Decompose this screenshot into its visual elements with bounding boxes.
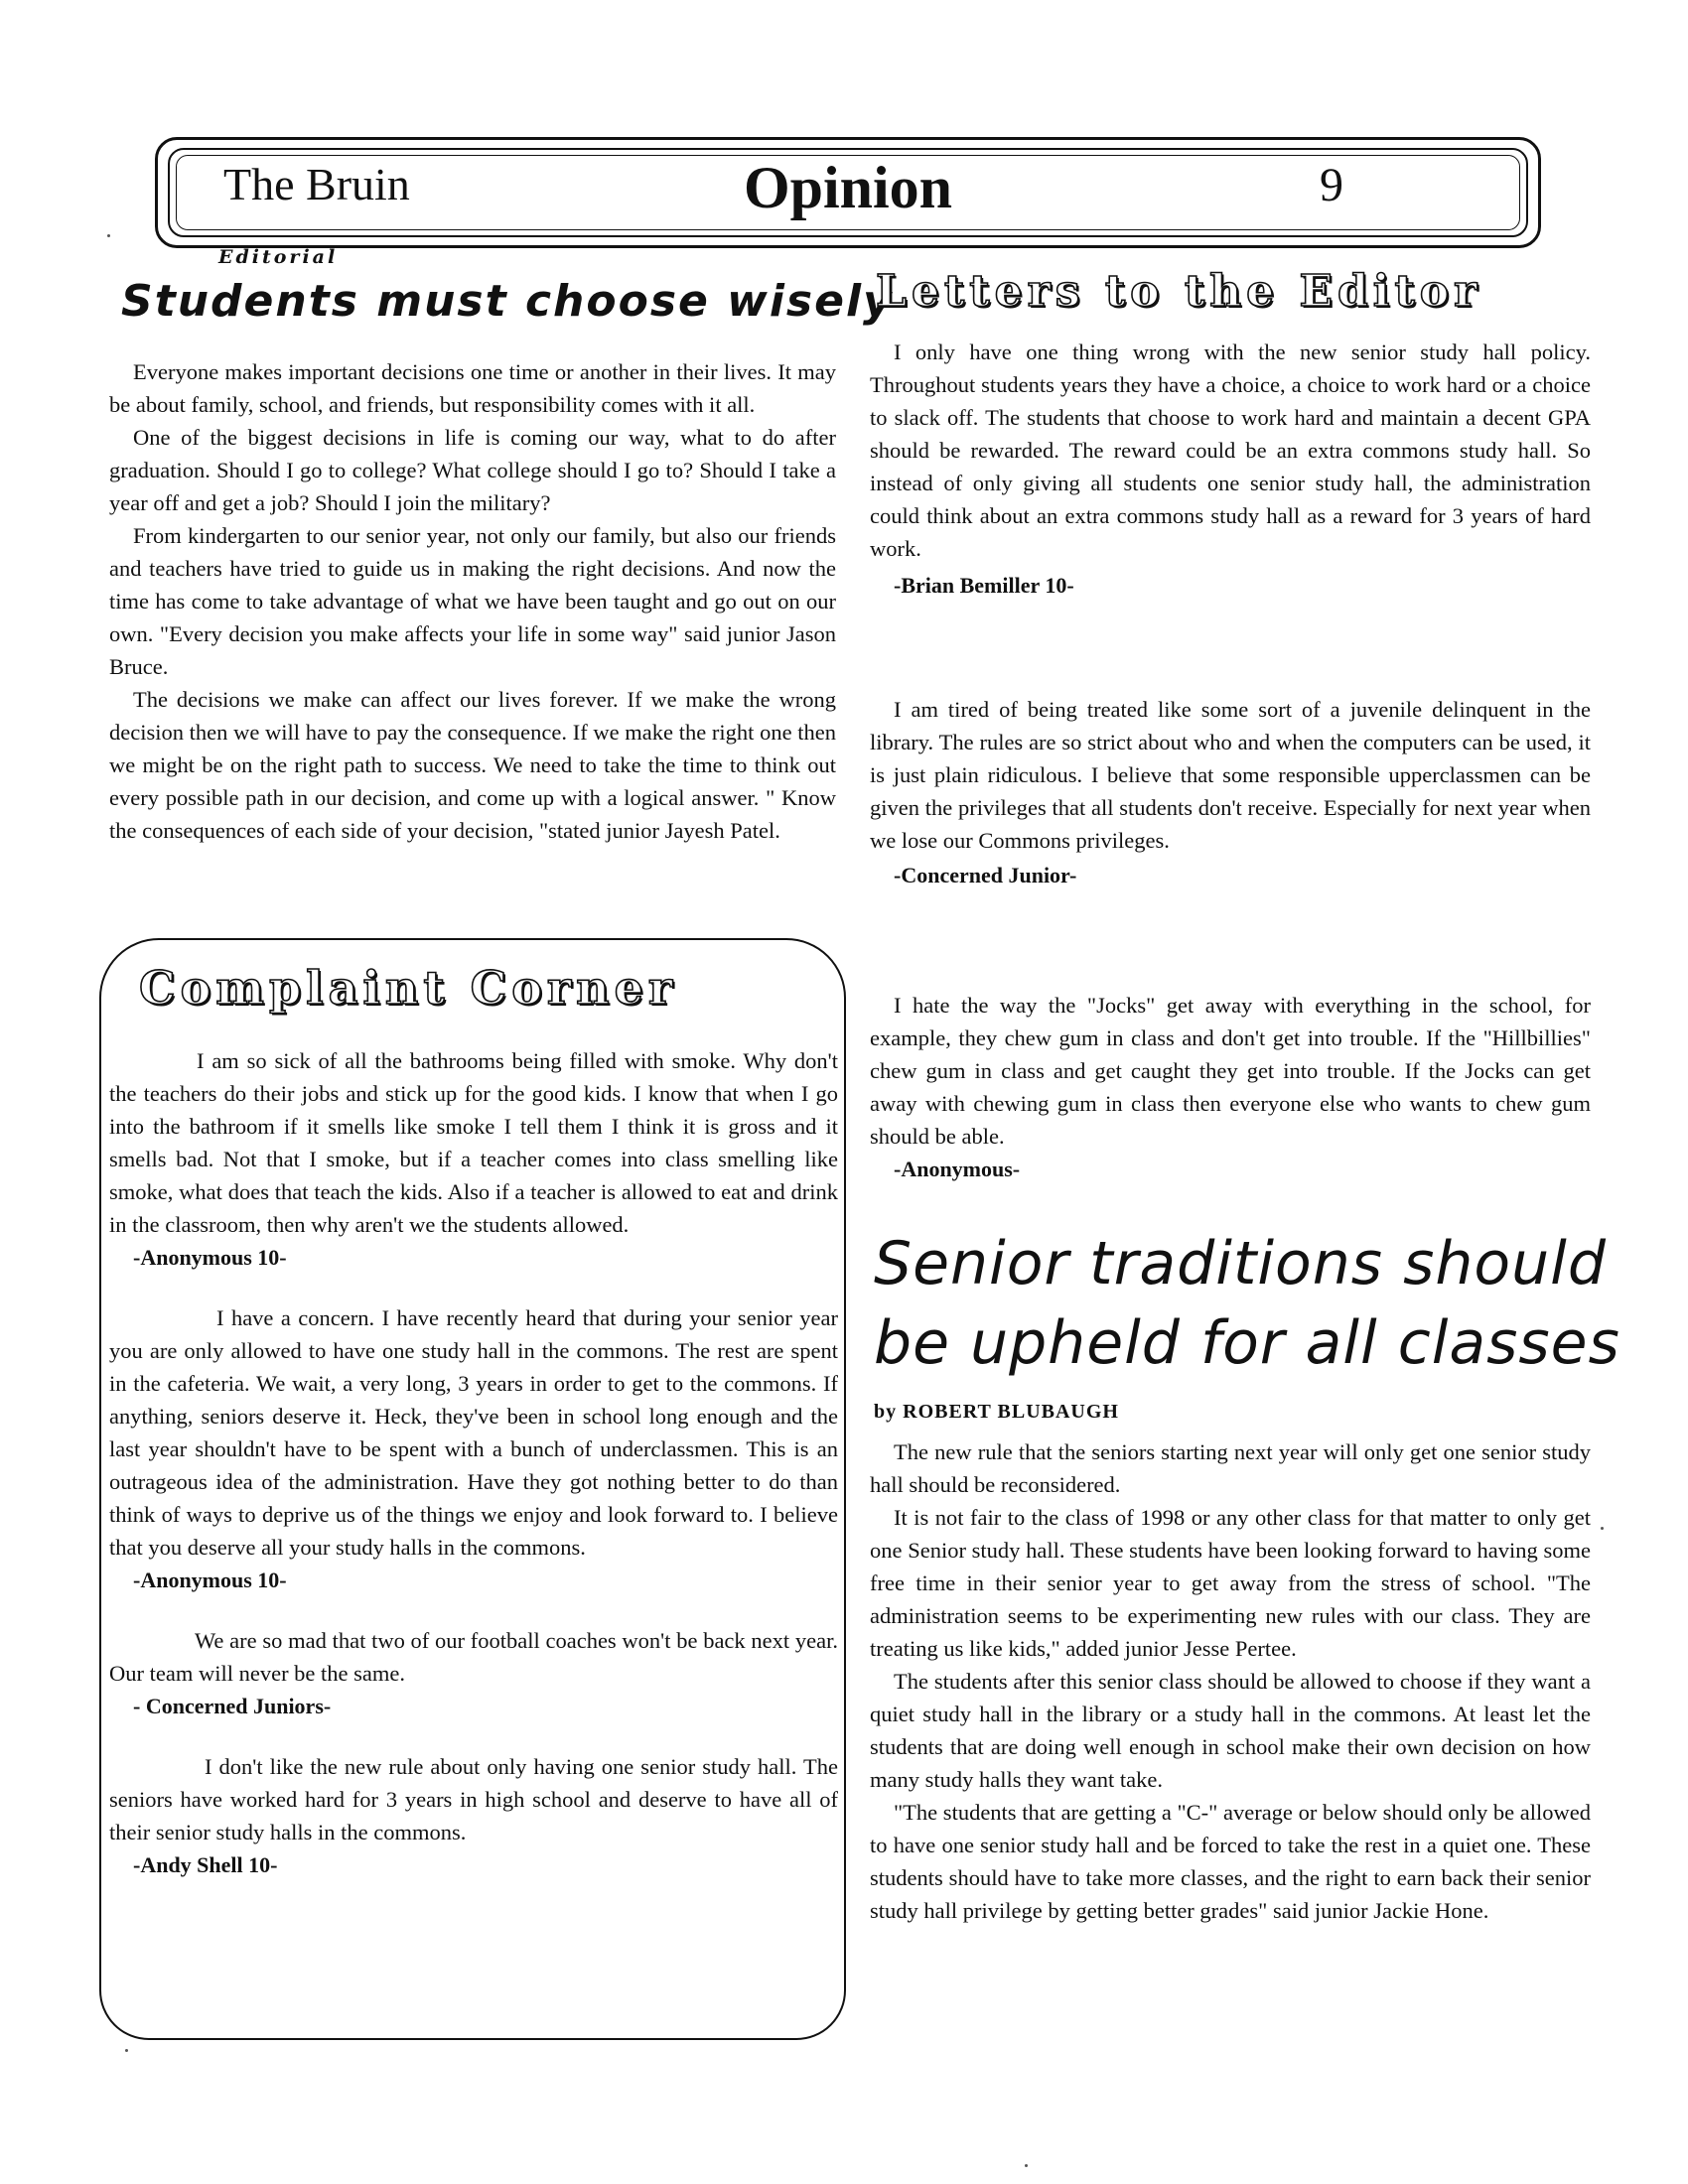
scan-speck [107, 234, 110, 237]
senior-traditions-headline-line1: Senior traditions should [874, 1229, 1607, 1298]
complaint-corner-headline: Complaint Corner [139, 961, 678, 1015]
editorial-kicker: Editorial [218, 246, 339, 268]
scan-speck [125, 2049, 128, 2052]
scan-speck [1025, 2164, 1028, 2167]
letter-3 [870, 989, 1591, 1185]
article-paragraph: The new rule that the seniors starting next year will only get one senior study hall should be reconsidered. [870, 1439, 1591, 1497]
editorial-paragraph: The decisions we make can affect our lives forever. If we make the wrong decision then we will have to pay the consequence. If we make the right one then we might be on the right path to success. We need to take the time to think out every possible path in our decision, and come up with a logical answer. " Know the consequences of each side of your decision, "stated junior Jayesh Patel. [109, 687, 836, 843]
complaint-signature: -Anonymous 10- [133, 1245, 287, 1270]
page-number: 9 [1320, 159, 1343, 211]
editorial-paragraph: From kindergarten to our senior year, not only our family, but also our friends and teachers have tried to guide us in making the right decisions. And now the time has come to take advantage of what we have been taught and go out on our own. "Every decision you make affects your life in some way" said junior Jason Bruce. [109, 523, 836, 679]
letter-text: I only have one thing wrong with the new senior study hall policy. Throughout students years they have a choice, a choice to work hard or a choice to slack off. The students that choose to work hard and maintain a decent GPA should be rewarded. The reward could be an extra commons study hall. So instead of only giving all students one senior study hall, the administration could think about an extra commons study hall as a reward for 3 years of hard work. [870, 340, 1591, 561]
letter-signature: -Brian Bemiller 10- [894, 573, 1074, 598]
editorial-paragraph: One of the biggest decisions in life is coming our way, what to do after graduation. Should I go to college? What college should I go to? Should I take a year off and get a job? Should I join the military? [109, 425, 836, 515]
complaint-text: I don't like the new rule about only having one senior study hall. The seniors have worked hard for 3 years in high school and deserve to have all of their senior study halls in the commons. [109, 1754, 838, 1844]
letter-signature: -Concerned Junior- [894, 863, 1077, 887]
editorial-body [109, 355, 836, 847]
editorial-headline: Students must choose wisely [121, 276, 894, 327]
scan-speck [1601, 1527, 1604, 1530]
senior-traditions-body [870, 1435, 1591, 1927]
letters-headline: Letters to the Editor [876, 266, 1482, 317]
complaint-text: We are so mad that two of our football coaches won't be back next year. Our team will never be the same. [109, 1628, 838, 1686]
section-title: Opinion [743, 155, 953, 220]
letter-text: I am tired of being treated like some sort of a juvenile delinquent in the library. The rules are so strict about who and when the computers can be used, it is just plain ridiculous. I believe that some responsible upperclassmen can be given the privileges that all students don't receive. Especially for next year when we lose our Commons privileges. [870, 697, 1591, 853]
letter-signature: -Anonymous- [894, 1157, 1021, 1181]
senior-traditions-headline-line2: be upheld for all classes [874, 1308, 1620, 1378]
letter-2 [870, 693, 1591, 891]
article-paragraph: "The students that are getting a "C-" average or below should only be allowed to have one senior study hall and be forced to take the rest in a quiet one. These students should have to take more classes, and the right to earn back their senior study hall privilege by getting better grades" said junior Jackie Hone. [870, 1800, 1591, 1923]
complaint-signature: - Concerned Juniors- [133, 1694, 332, 1718]
paper-name: The Bruin [223, 159, 410, 209]
complaint-signature: -Andy Shell 10- [133, 1852, 278, 1877]
complaint-text: I am so sick of all the bathrooms being filled with smoke. Why don't the teachers do their jobs and stick up for the good kids. I know that when I go into the bathroom if it smells like smoke I tell them I think it is gross and it smells bad. Not that I smoke, but if a teacher comes into class smelling like smoke, what does that teach the kids. Also if a teacher is allowed to eat and drink in the classroom, then why aren't we the students allowed. [109, 1048, 838, 1237]
complaint-signature: -Anonymous 10- [133, 1568, 287, 1592]
page-header-banner [155, 137, 1541, 248]
article-paragraph: The students after this senior class should be allowed to choose if they want a quiet study hall in the library or a study hall in the commons. At least let the students that are doing well enough in school make their own decision on how many study halls they want take. [870, 1669, 1591, 1792]
letter-1 [870, 336, 1591, 602]
article-paragraph: It is not fair to the class of 1998 or any other class for that matter to only get one Senior study hall. These students have been looking forward to having some free time in their senior year to get away from the stress of school. "The administration seems to be experimenting new rules with our class. They are treating us like kids," added junior Jesse Pertee. [870, 1505, 1591, 1661]
complaint-corner-body [109, 1044, 838, 1881]
editorial-paragraph: Everyone makes important decisions one time or another in their lives. It may be about family, school, and friends, but responsibility comes with it all. [109, 359, 836, 417]
senior-traditions-byline: by ROBERT BLUBAUGH [874, 1401, 1119, 1423]
letter-text: I hate the way the "Jocks" get away with everything in the school, for example, they chew gum in class and don't get into trouble. If the "Hillbillies" chew gum in class and get caught they get into trouble. If the Jocks can get away with chewing gum in class then everyone else who wants to chew gum should be able. [870, 993, 1591, 1149]
complaint-text: I have a concern. I have recently heard that during your senior year you are only allowed to have one study hall in the commons. The rest are spent in the cafeteria. We wait, a very long, 3 years in order to get to the commons. If anything, seniors deserve it. Heck, they've been in school long enough and the last year shouldn't have to be spent with a bunch of underclassmen. This is an outrageous idea of the administration. Have they got nothing better to do than think of ways to deprive us of the things we enjoy and look forward to. I believe that you deserve all your study halls in the commons. [109, 1305, 838, 1560]
